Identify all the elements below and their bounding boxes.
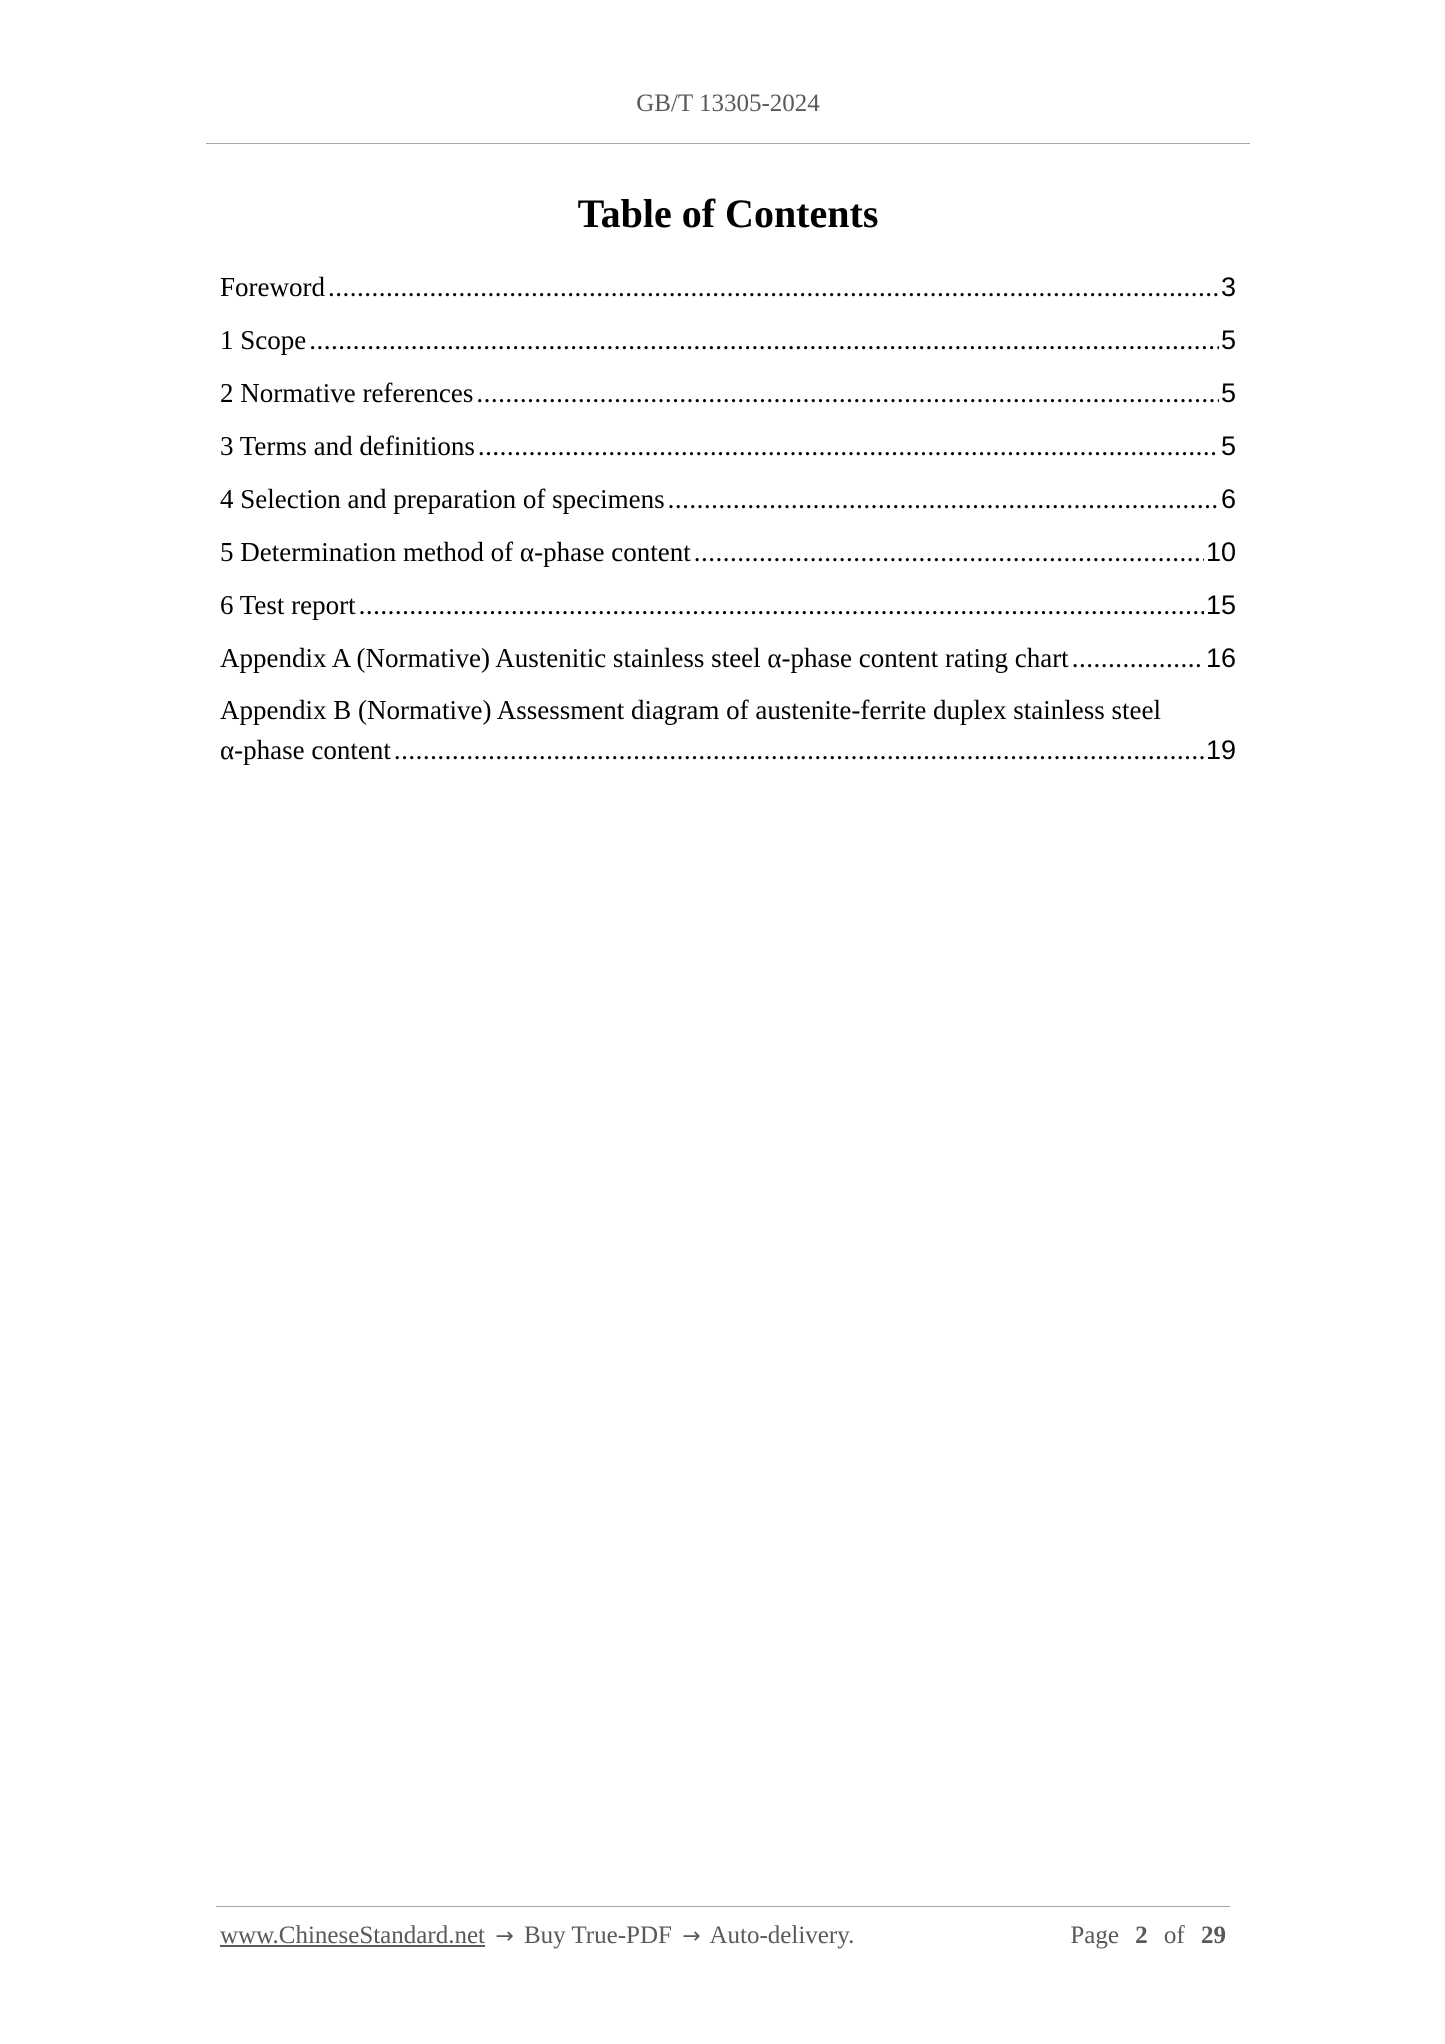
dot-leader xyxy=(359,584,1204,626)
toc-entry-page: 5 xyxy=(1220,431,1236,461)
of-word: of xyxy=(1163,1922,1185,1949)
dot-leader xyxy=(328,266,1219,308)
page-current: 2 xyxy=(1135,1922,1148,1949)
dot-leader xyxy=(394,730,1204,770)
arrow-right-icon: → xyxy=(495,1924,514,1949)
toc-entry-foreword[interactable] xyxy=(220,266,1236,319)
dot-leader xyxy=(478,425,1219,467)
toc-entry-label: 5 Determination method of α-phase content xyxy=(220,537,691,567)
arrow-right-icon: → xyxy=(682,1924,701,1949)
dot-leader xyxy=(309,319,1219,361)
toc-entry-normative-references[interactable] xyxy=(220,372,1236,425)
auto-delivery-text: Auto-delivery. xyxy=(709,1922,855,1949)
toc-entry-determination-method[interactable] xyxy=(220,531,1236,584)
website-link[interactable]: www.ChineseStandard.net xyxy=(220,1922,485,1949)
document-header: GB/T 13305-2024 xyxy=(636,90,820,117)
toc-entry-specimens[interactable] xyxy=(220,478,1236,531)
toc-entry-page: 10 xyxy=(1205,537,1236,567)
toc-entry-page: 15 xyxy=(1205,590,1236,620)
toc-entry-page: 3 xyxy=(1220,272,1236,302)
footer-divider xyxy=(216,1906,1230,1907)
toc-entry-test-report[interactable] xyxy=(220,584,1236,637)
toc-entry-label: 6 Test report xyxy=(220,590,356,620)
toc-entry-label: Foreword xyxy=(220,272,325,302)
toc-entry-page: 5 xyxy=(1220,378,1236,408)
dot-leader xyxy=(1072,637,1204,679)
toc-entry-appendix-a[interactable] xyxy=(220,637,1236,690)
toc-entry-terms-definitions[interactable] xyxy=(220,425,1236,478)
page-indicator xyxy=(1070,1922,1226,1950)
page-total: 29 xyxy=(1201,1922,1226,1949)
toc-entry-page: 6 xyxy=(1220,484,1236,514)
dot-leader xyxy=(476,372,1219,414)
page-word: Page xyxy=(1070,1922,1119,1949)
toc-entry-label-line2: α-phase content xyxy=(220,735,391,765)
toc-entry-label: 4 Selection and preparation of specimens xyxy=(220,484,665,514)
toc-entry-page: 19 xyxy=(1205,735,1236,765)
toc-entry-label: 3 Terms and definitions xyxy=(220,431,475,461)
toc-entry-label: Appendix A (Normative) Austenitic stainless steel α-phase content rating chart xyxy=(220,643,1069,673)
toc-entry-page: 5 xyxy=(1220,325,1236,355)
toc-entry-label-line1: Appendix B (Normative) Assessment diagram of austenite-ferrite duplex stainless steel xyxy=(220,695,1162,725)
toc-title: Table of Contents xyxy=(577,191,879,236)
buy-true-pdf-text: Buy True-PDF xyxy=(523,1922,672,1949)
dot-leader xyxy=(668,478,1219,520)
toc-entry-page: 16 xyxy=(1205,643,1236,673)
toc-entry-label: 1 Scope xyxy=(220,325,307,355)
page-footer xyxy=(220,1922,1226,1950)
toc-entry-appendix-b[interactable] xyxy=(220,690,1236,770)
toc-entry-label: 2 Normative references xyxy=(220,378,474,408)
footer-promo xyxy=(220,1922,854,1950)
dot-leader xyxy=(694,531,1204,573)
header-divider xyxy=(206,143,1250,144)
toc-entry-scope[interactable] xyxy=(220,319,1236,372)
table-of-contents xyxy=(220,266,1236,770)
